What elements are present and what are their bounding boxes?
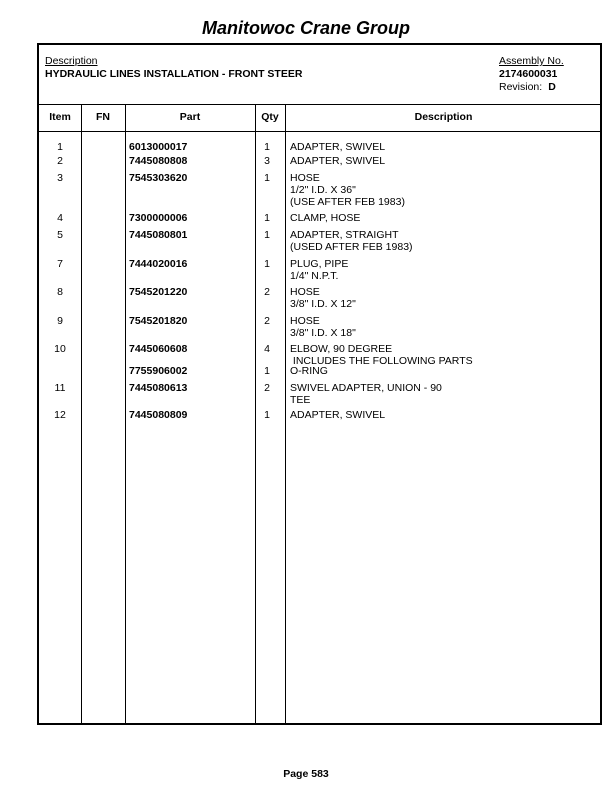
description-line: ADAPTER, STRAIGHT [290,229,399,241]
col-fn: FN [96,111,110,123]
part-number: 7444020016 [129,258,188,270]
assembly-description: HYDRAULIC LINES INSTALLATION - FRONT STEER [45,68,303,80]
page-number: Page 583 [283,768,329,780]
quantity: 4 [264,343,270,355]
item-number: 4 [57,212,63,224]
quantity: 3 [264,155,270,167]
quantity: 1 [264,229,270,241]
part-description [290,229,413,253]
quantity: 1 [264,172,270,184]
description-line: ADAPTER, SWIVEL [290,141,386,153]
col-item: Item [49,111,71,123]
part-number: 7445080808 [129,155,188,167]
description-line: PLUG, PIPE [290,258,349,270]
part-description [290,141,385,153]
quantity: 2 [264,286,270,298]
part-description [290,212,360,224]
description-line: 1/2" I.D. X 36" [290,184,356,196]
description-line: 3/8" I.D. X 12" [290,298,356,310]
part-description [290,315,356,339]
item-number: 12 [54,409,66,421]
description-line: (USE AFTER FEB 1983) [290,196,405,208]
part-description [290,365,328,377]
quantity: 2 [264,315,270,327]
part-number: 6013000017 [129,141,188,153]
part-number: 7545303620 [129,172,188,184]
part-number: 7300000006 [129,212,188,224]
description-line: ELBOW, 90 DEGREE [290,343,393,355]
item-number: 3 [57,172,63,184]
part-number: 7755906002 [129,365,188,377]
description-line: 3/8" I.D. X 18" [290,327,356,339]
part-description [290,409,385,421]
description-line: CLAMP, HOSE [290,212,361,224]
quantity: 1 [264,258,270,270]
item-number: 11 [54,382,66,394]
description-line: HOSE [290,315,320,327]
item-number: 8 [57,286,63,298]
part-description [290,155,385,167]
description-label: Description [45,55,98,67]
divider [285,104,286,723]
col-qty: Qty [261,111,279,123]
item-number: 7 [57,258,63,270]
quantity: 2 [264,382,270,394]
description-line: O-RING [290,365,328,377]
description-line: TEE [290,394,311,406]
revision-value: D [548,81,556,93]
quantity: 1 [264,409,270,421]
item-number: 5 [57,229,63,241]
quantity: 1 [264,365,270,377]
part-number: 7445080801 [129,229,188,241]
parts-list-frame [37,43,602,725]
part-description [290,258,348,282]
page-title: Manitowoc Crane Group [201,18,410,38]
divider [81,104,82,723]
description-line: HOSE [290,286,320,298]
item-number: 2 [57,155,63,167]
col-description: Description [414,111,473,123]
revision-label: Revision: [499,81,543,93]
part-description [290,172,405,208]
description-line: INCLUDES THE FOLLOWING PARTS [290,355,473,367]
divider [125,104,126,723]
quantity: 1 [264,212,270,224]
description-line: 1/4" N.P.T. [290,270,339,282]
description-line: ADAPTER, SWIVEL [290,155,386,167]
quantity: 1 [264,141,270,153]
assembly-label: Assembly No. [499,55,564,67]
description-line: SWIVEL ADAPTER, UNION - 90 [290,382,442,394]
col-part: Part [179,111,201,123]
description-line: ADAPTER, SWIVEL [290,409,386,421]
item-number: 9 [57,315,63,327]
part-number: 7445080809 [129,409,188,421]
part-number: 7545201220 [129,286,188,298]
description-line: (USED AFTER FEB 1983) [290,241,413,253]
item-number: 1 [57,141,63,153]
assembly-number: 2174600031 [499,68,558,80]
revision [499,81,556,93]
part-number: 7445060608 [129,343,188,355]
item-number: 10 [54,343,66,355]
assembly-header [39,45,600,105]
part-description [290,286,356,310]
description-line: HOSE [290,172,320,184]
part-description [290,343,473,367]
part-description [290,382,442,406]
column-headers [39,104,600,132]
part-number: 7445080613 [129,382,188,394]
part-number: 7545201820 [129,315,188,327]
